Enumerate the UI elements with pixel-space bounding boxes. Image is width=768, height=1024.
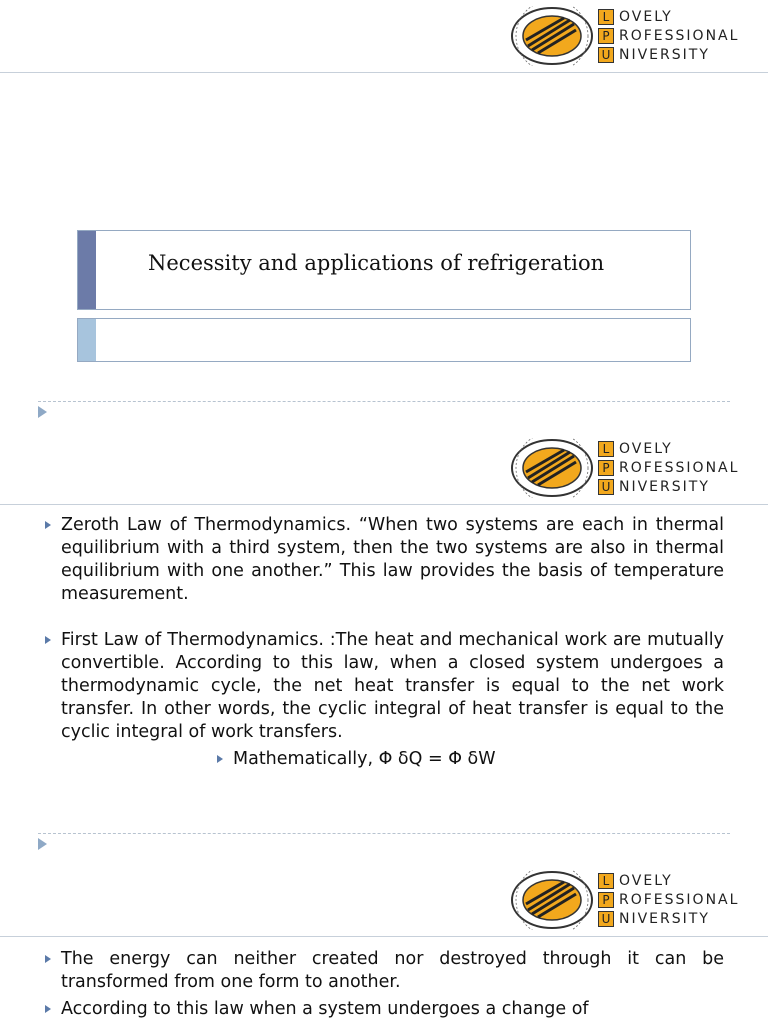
lpu-wordmark xyxy=(598,8,739,65)
bullet-list xyxy=(44,514,724,771)
bullet-item-zeroth-law xyxy=(44,514,724,606)
slide-3 xyxy=(0,864,768,1024)
logo-word-professional: ROFESSIONAL xyxy=(619,27,740,44)
bullet-marker-icon xyxy=(45,1005,51,1013)
logo-letter-u: U xyxy=(598,47,614,63)
logo-letter-l: L xyxy=(598,441,614,457)
logo-letter-p: P xyxy=(598,28,614,44)
logo-letter-l: L xyxy=(598,873,614,889)
bullet-item-first-law xyxy=(44,629,724,744)
logo-letter-p: P xyxy=(598,460,614,476)
bullet-text: The energy can neither created nor destroyed through it can be transformed from one form to another. xyxy=(61,949,724,992)
logo-word-university: NIVERSITY xyxy=(619,478,710,495)
logo-word-university: NIVERSITY xyxy=(619,910,710,927)
logo-letter-p: P xyxy=(598,892,614,908)
lpu-logo xyxy=(510,868,766,930)
university-seal-icon xyxy=(510,870,594,930)
lpu-logo xyxy=(510,436,766,498)
title-box xyxy=(77,230,691,310)
logo-letter-u: U xyxy=(598,479,614,495)
bullet-item-system-change xyxy=(44,998,724,1021)
header-divider xyxy=(0,72,768,73)
bullet-text: According to this law when a system undergoes a change of xyxy=(61,999,589,1019)
bullet-item-energy xyxy=(44,948,724,994)
lpu-logo xyxy=(510,4,766,66)
university-seal-icon xyxy=(510,438,594,498)
logo-word-professional: ROFESSIONAL xyxy=(619,891,740,908)
bullet-list xyxy=(44,948,724,1021)
logo-word-university: NIVERSITY xyxy=(619,46,710,63)
footer-divider xyxy=(38,401,730,402)
next-arrow-icon[interactable] xyxy=(38,406,47,418)
slide-title: Necessity and applications of refrigeration xyxy=(148,251,605,275)
bullet-marker-icon xyxy=(45,636,51,644)
slide-2 xyxy=(0,432,768,864)
subtitle-box xyxy=(77,318,691,362)
bullet-marker-icon xyxy=(45,955,51,963)
footer-divider xyxy=(38,833,730,834)
logo-letter-l: L xyxy=(598,9,614,25)
bullet-text: Zeroth Law of Thermodynamics. “When two systems are each in thermal equilibrium with a third system, then the two systems are also in thermal equilibrium with one another.” This law provides the basis of temperature measurement. xyxy=(61,515,724,604)
next-arrow-icon[interactable] xyxy=(38,838,47,850)
logo-word-lovely: OVELY xyxy=(619,440,673,457)
bullet-marker-icon xyxy=(45,521,51,529)
header-divider xyxy=(0,504,768,505)
logo-letter-u: U xyxy=(598,911,614,927)
bullet-marker-icon xyxy=(217,755,223,763)
logo-word-lovely: OVELY xyxy=(619,8,673,25)
subtitle-accent-bar xyxy=(78,319,96,361)
header-divider xyxy=(0,936,768,937)
bullet-text: First Law of Thermodynamics. :The heat and mechanical work are mutually convertible. According to this law, when a closed system undergoes a thermodynamic cycle, the net heat transfer is equal to the net work transfer. In other words, the cyclic integral of heat transfer is equal to the cyclic integral of work transfers. xyxy=(61,630,724,742)
logo-word-lovely: OVELY xyxy=(619,872,673,889)
lpu-wordmark xyxy=(598,440,739,497)
sub-bullet-item-formula xyxy=(216,748,724,771)
logo-word-professional: ROFESSIONAL xyxy=(619,459,740,476)
slide-1 xyxy=(0,0,768,432)
sub-bullet-text: Mathematically, Φ δQ = Φ δW xyxy=(233,749,496,769)
university-seal-icon xyxy=(510,6,594,66)
title-accent-bar xyxy=(78,231,96,309)
lpu-wordmark xyxy=(598,872,739,929)
